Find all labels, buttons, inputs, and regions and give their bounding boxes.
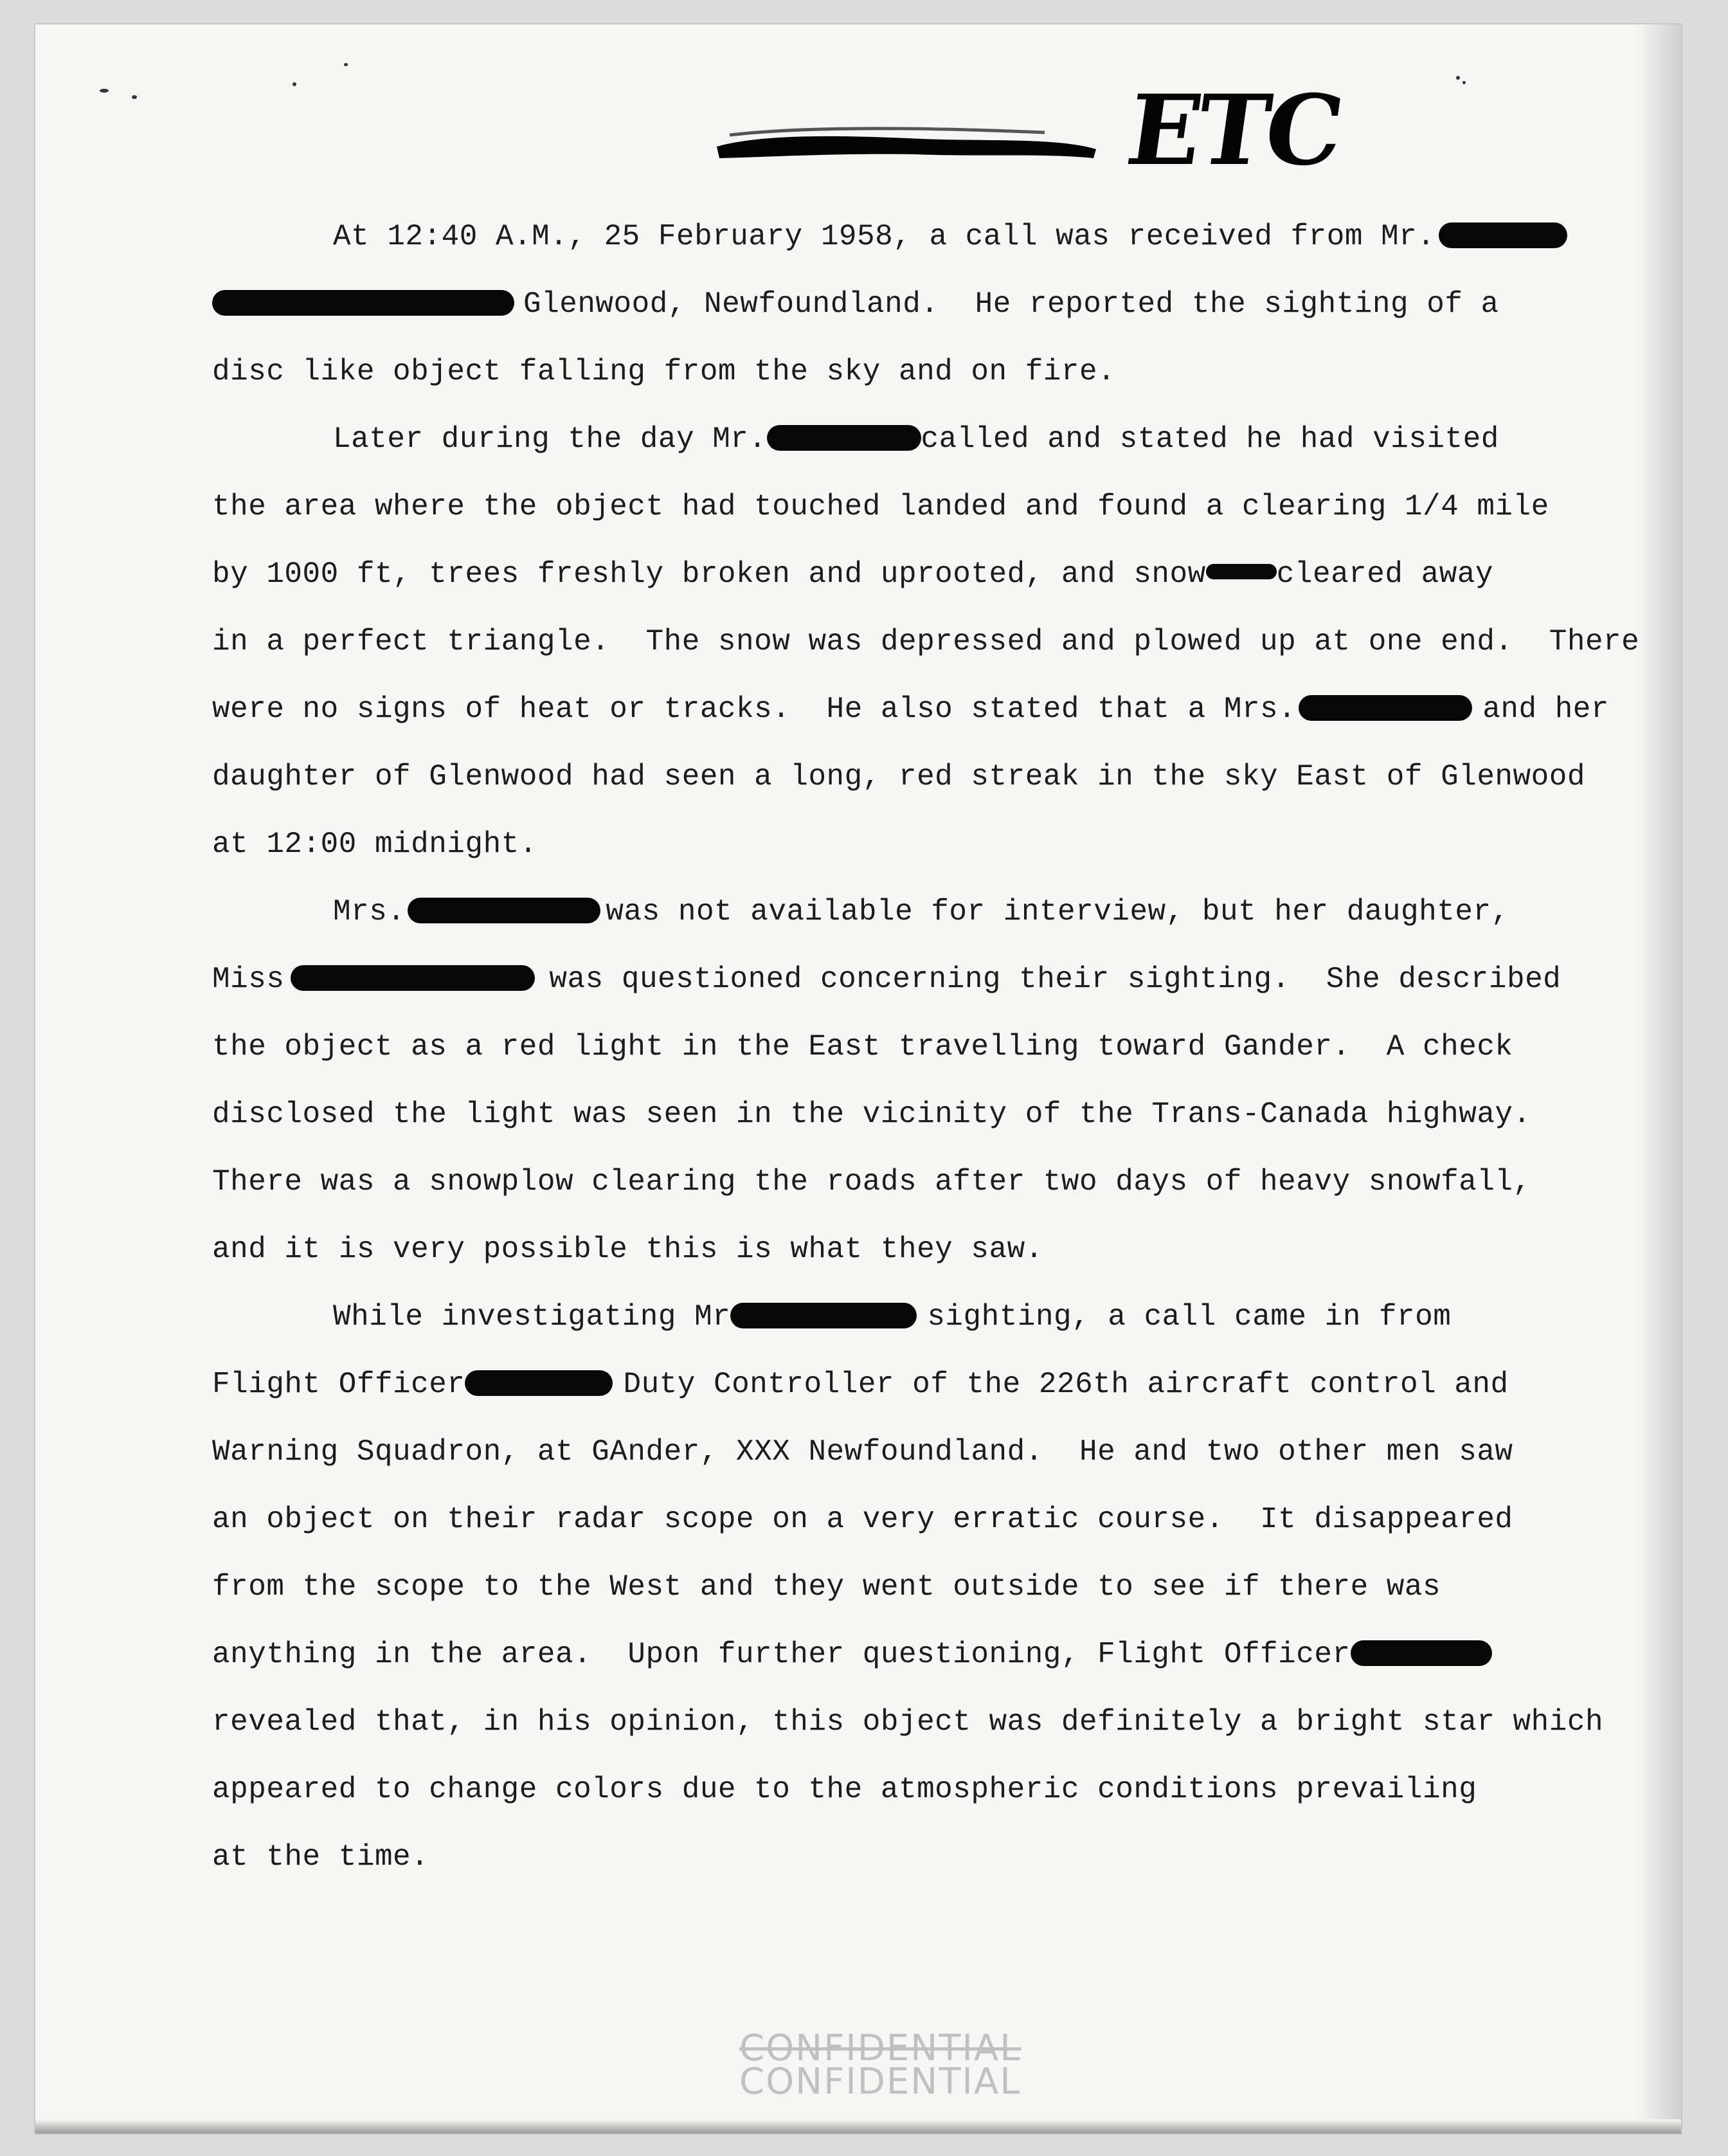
text-line: While investigating Mr sighting, a call came in from (333, 1300, 1452, 1334)
text-line: anything in the area. Upon further questioning, Flight Officer (212, 1621, 1601, 1689)
speck (344, 63, 348, 66)
redaction-bar (767, 425, 921, 451)
page-edge-shadow (1636, 24, 1681, 2133)
text-line: Warning Squadron, at GAnder, XXX Newfoundland. He and two other men saw (212, 1435, 1513, 1469)
redaction-bar (1206, 564, 1277, 579)
text-line: at the time. (212, 1840, 429, 1874)
document-page (35, 24, 1681, 2133)
text-line: Flight Officer Duty Controller of the 226th aircraft control and (212, 1368, 1509, 1401)
text-line: Mrs. was not available for interview, but her daughter, (333, 895, 1509, 929)
text-line: Later during the day Mr. called and stated he had visited (333, 422, 1499, 456)
redaction-bar (1299, 695, 1472, 721)
text-line: and it is very possible this is what they saw. (212, 1233, 1043, 1266)
text-line: the object as a red light in the East travelling toward Gander. A check (212, 1030, 1513, 1064)
text-line: revealed that, in his opinion, this object was definitely a bright star which (212, 1705, 1604, 1739)
text-line: At 12:40 A.M., 25 February 1958, a call was received from Mr. (212, 203, 1601, 271)
footer-stamp-faint: CONFIDENTIAL (739, 2061, 1022, 2103)
redaction-bar (1351, 1640, 1492, 1666)
footer-stamp-struck: CONFIDENTIAL (739, 2027, 1022, 2069)
text-line: disc like object falling from the sky and on fire. (212, 355, 1116, 388)
text-line: appeared to change colors due to the atmospheric conditions prevailing (212, 1773, 1477, 1806)
text-line: Glenwood, Newfoundland. He reported the sighting of a (212, 271, 1601, 338)
speck (292, 82, 296, 86)
text-line: at 12:00 midnight. (212, 828, 537, 861)
redacted-classification-stamp (710, 121, 1102, 166)
text-line: daughter of Glenwood had seen a long, red streak in the sky East of Glenwood (212, 760, 1585, 793)
text-line: the area where the object had touched landed and found a clearing 1/4 mile (212, 490, 1549, 523)
speck (132, 95, 137, 99)
document-body (212, 203, 1640, 1891)
text-line: an object on their radar scope on a very erratic course. It disappeared (212, 1503, 1513, 1536)
page-bottom-edge (35, 2119, 1681, 2133)
speck (1462, 81, 1466, 84)
redaction-bar (465, 1370, 613, 1396)
redaction-bar (291, 965, 535, 991)
redaction-bar (408, 898, 600, 923)
text-line: by 1000 ft, trees freshly broken and uprooted, and snow cleared away (212, 557, 1494, 591)
speck (100, 89, 109, 93)
text-line: disclosed the light was seen in the vicinity of the Trans-Canada highway. (212, 1098, 1531, 1131)
footer-classification-stamp (726, 2027, 1112, 2111)
text-line: Miss was questioned concerning their sighting. She described (212, 963, 1562, 996)
text-line: were no signs of heat or tracks. He also stated that a Mrs. and her (212, 693, 1610, 726)
text-line: in a perfect triangle. The snow was depressed and plowed up at one end. There (212, 625, 1640, 658)
text-line: from the scope to the West and they went outside to see if there was (212, 1570, 1441, 1604)
handwritten-marking: ETC (1120, 74, 1347, 187)
text-line: There was a snowplow clearing the roads after two days of heavy snowfall, (212, 1165, 1531, 1199)
redaction-bar (212, 290, 514, 316)
speck (1456, 76, 1460, 80)
redaction-bar (730, 1303, 917, 1328)
redaction-bar (1439, 222, 1567, 248)
